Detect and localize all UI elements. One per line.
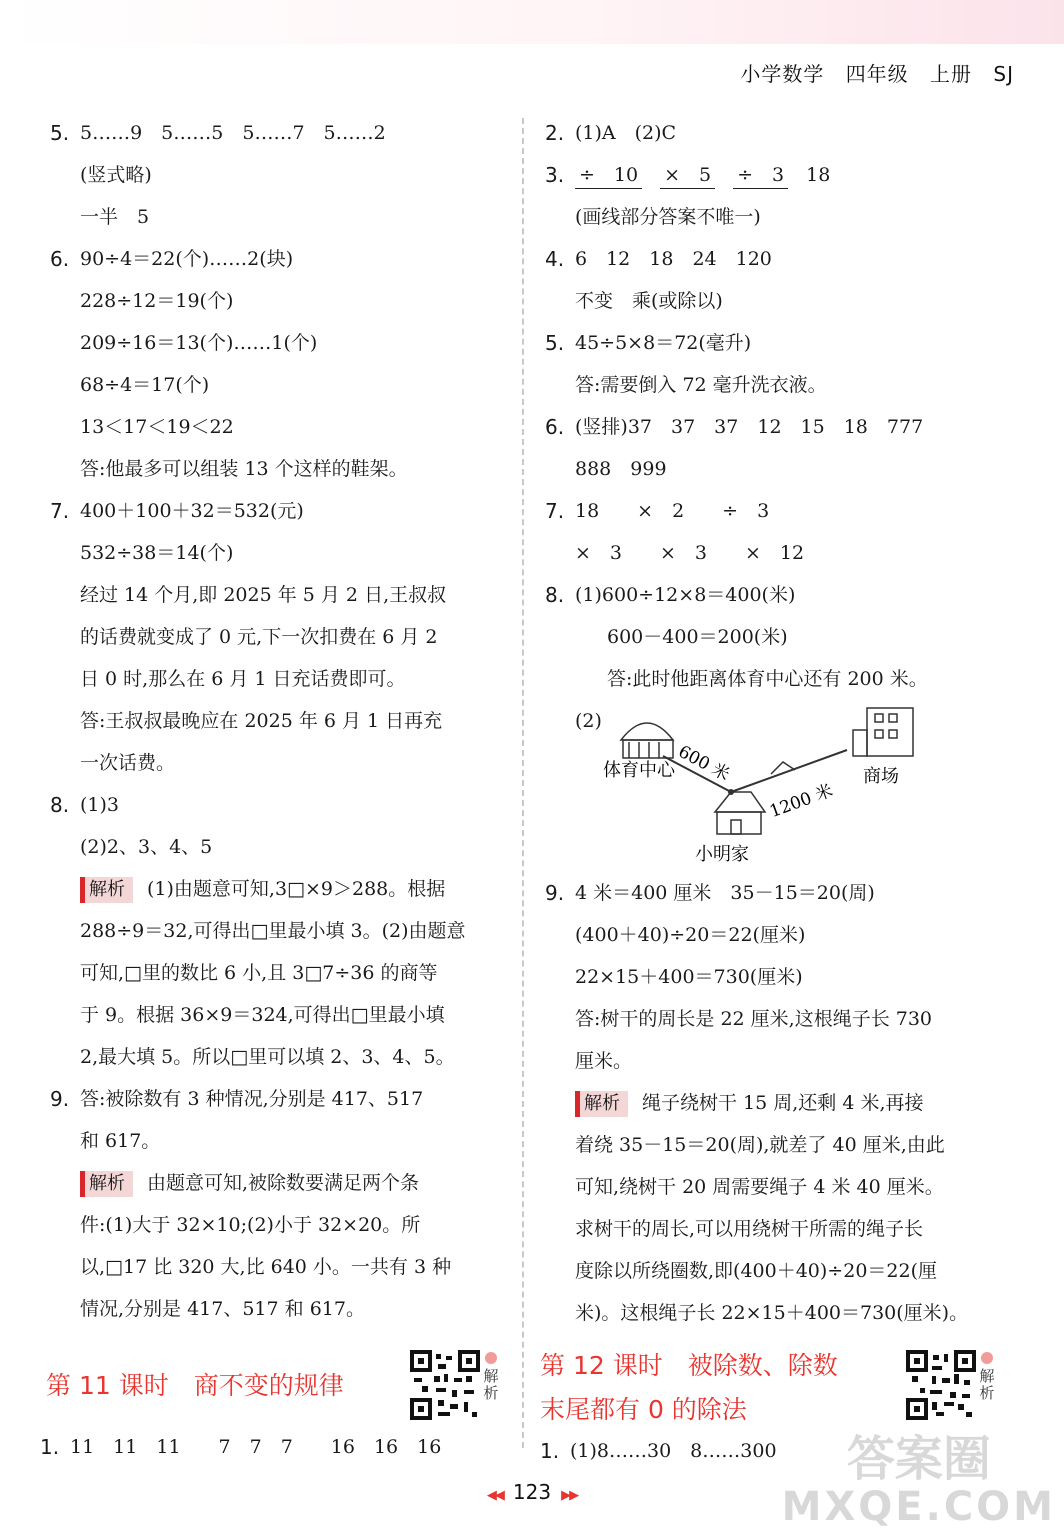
q5-answer: 5……9 5……5 5……7 5……2: [80, 122, 386, 144]
lesson-12-title: 第 12 课时 被除数、除数: [540, 1351, 838, 1380]
q8-analysis-line: 可知,□里的数比 6 小,且 3□7÷36 的商等: [80, 962, 438, 984]
q7-number: 7.: [50, 499, 70, 523]
watermark-logo-text: 答案圈: [846, 1431, 991, 1487]
analysis-badge: 解析: [575, 1091, 628, 1117]
r-q4-number: 4.: [545, 247, 565, 271]
right-column-lower: [545, 872, 1015, 1334]
q9-analysis-line: 情况,分别是 417、517 和 617。: [80, 1298, 365, 1320]
r-q3-note: (画线部分答案不唯一): [575, 206, 761, 228]
q5-extra: 一半 5: [80, 206, 150, 228]
q7-line: 的话费就变成了 0 元,下一次扣费在 6 月 2: [80, 626, 438, 648]
q6-number: 6.: [50, 247, 70, 271]
underlined-answer: ÷ 10: [575, 162, 642, 189]
sports-center-icon: [621, 723, 673, 758]
underlined-answer: ÷ 3: [733, 162, 788, 189]
q7-line: 532÷38＝14(个): [80, 542, 234, 564]
l11-q1-number: 1.: [40, 1435, 60, 1459]
qr-label[interactable]: 解析: [978, 1352, 996, 1402]
top-decoration-bar: [0, 0, 1064, 44]
column-divider: [522, 118, 524, 1448]
q9-answer: 答:被除数有 3 种情况,分别是 417、517: [80, 1088, 424, 1110]
r-q6-answer: (竖排)37 37 37 12 15 18 777: [575, 416, 924, 438]
q7-line: 日 0 时,那么在 6 月 1 日充话费即可。: [80, 668, 406, 690]
q8-analysis-line: 288÷9＝32,可得出□里最小填 3。(2)由题意: [80, 920, 466, 942]
qr-code-icon[interactable]: [906, 1350, 976, 1420]
r-q9-answer: 答:树干的周长是 22 厘米,这根绳子长 730: [575, 1008, 933, 1030]
mall-icon: [853, 708, 913, 756]
r-q5-line: 45÷5×8＝72(毫升): [575, 332, 752, 354]
q6-line: 228÷12＝19(个): [80, 290, 234, 312]
header-subject: 小学数学: [740, 62, 825, 86]
r-q8-part2: (2): [575, 710, 602, 732]
r-q9-line: 22×15＋400＝730(厘米): [575, 966, 803, 988]
qr-label[interactable]: 解析: [482, 1352, 500, 1402]
q6-line: 209÷16＝13(个)……1(个): [80, 332, 318, 354]
r-q9-analysis-line: 可知,绕树干 20 周需要绳子 4 米 40 厘米。: [575, 1176, 944, 1198]
watermark-url: MXQE.COM: [781, 1484, 1056, 1530]
q8-part1: (1)3: [80, 794, 120, 816]
q8-part2: (2)2、3、4、5: [80, 836, 213, 858]
header-grade: 四年级: [845, 62, 909, 86]
label-distance-1: 600 米: [674, 741, 733, 786]
play-icon: [485, 1352, 497, 1364]
label-distance-2: 1200 米: [767, 780, 836, 823]
r-q8-answer: 答:此时他距离体育中心还有 200 米。: [607, 668, 928, 690]
r-q7-answer: 18 × 2 ÷ 3: [575, 500, 770, 522]
lesson-12-subtitle: 末尾都有 0 的除法: [540, 1395, 747, 1424]
label-home: 小明家: [695, 844, 749, 865]
underlined-answer: × 5: [660, 162, 715, 189]
qr-code-icon[interactable]: [410, 1350, 480, 1420]
r-q3-answer: ÷ 10 × 5 ÷ 3 18: [575, 154, 830, 196]
r-q9-analysis-line: 度除以所绕圈数,即(400＋40)÷20＝22(厘: [575, 1260, 937, 1282]
r-q9-analysis-line: 着绕 35－15＝20(周),就差了 40 厘米,由此: [575, 1134, 945, 1156]
analysis-badge: 解析: [80, 877, 133, 903]
r-q8-line: (1)600÷12×8＝400(米): [575, 584, 796, 606]
q7-answer: 答:王叔叔最晚应在 2025 年 6 月 1 日再充: [80, 710, 443, 732]
r-q9-answer: 厘米。: [575, 1050, 633, 1072]
r-q9-analysis-line: 米)。这根绳子长 22×15＋400＝730(厘米)。: [575, 1302, 969, 1324]
home-point: [728, 789, 734, 795]
q9-answer: 和 617。: [80, 1130, 161, 1152]
r-q4-answer: 6 12 18 24 120: [575, 248, 772, 270]
r-q6-answer: 888 999: [575, 458, 667, 480]
q6-line: 68÷4＝17(个): [80, 374, 210, 396]
q8-number: 8.: [50, 793, 70, 817]
r-q8-number: 8.: [545, 583, 565, 607]
l12-q1-answer: (1)8……30 8……300: [570, 1440, 777, 1462]
r-q7-number: 7.: [545, 499, 565, 523]
r-q9-number: 9.: [545, 881, 565, 905]
home-icon: [715, 792, 765, 834]
header-edition: SJ: [993, 62, 1014, 86]
r-q7-answer: × 3 × 3 × 12: [575, 542, 805, 564]
q5-note: (竖式略): [80, 164, 152, 186]
q9-analysis-line: 解析 由题意可知,被除数要满足两个条: [80, 1162, 419, 1204]
r-q3-number: 3.: [545, 163, 565, 187]
right-column: [545, 112, 1015, 742]
q9-analysis-line: 件:(1)大于 32×10;(2)小于 32×20。所: [80, 1214, 421, 1236]
l12-q1-number: 1.: [540, 1439, 560, 1463]
left-column: [50, 112, 512, 1330]
next-arrows-icon: ▶▶: [561, 1488, 578, 1503]
r-q8-line: 600－400＝200(米): [607, 626, 788, 648]
play-icon: [981, 1352, 993, 1364]
q7-answer: 一次话费。: [80, 752, 176, 774]
r-q5-answer: 答:需要倒入 72 毫升洗衣液。: [575, 374, 827, 396]
r-q9-analysis-line: 解析 绳子绕树干 15 周,还剩 4 米,再接: [575, 1082, 924, 1124]
l11-q1-answer: 11 11 11 7 7 7 16 16 16: [70, 1436, 442, 1458]
r-q9-line: 4 米＝400 厘米 35－15＝20(周): [575, 882, 875, 904]
r-q2-answer: (1)A (2)C: [575, 122, 677, 144]
q6-line: 13＜17＜19＜22: [80, 416, 234, 438]
header-volume: 上册: [930, 62, 973, 86]
r-q6-number: 6.: [545, 415, 565, 439]
q9-number: 9.: [50, 1087, 70, 1111]
r-q9-line: (400＋40)÷20＝22(厘米): [575, 924, 806, 946]
running-header: [726, 58, 1014, 87]
analysis-badge: 解析: [80, 1171, 133, 1197]
q8-analysis-line: 解析 (1)由题意可知,3□×9＞288。根据: [80, 868, 445, 910]
label-sports-center: 体育中心: [603, 760, 675, 781]
q6-answer: 答:他最多可以组装 13 个这样的鞋架。: [80, 458, 408, 480]
r-q2-number: 2.: [545, 121, 565, 145]
q7-line: 400＋100＋32＝532(元): [80, 500, 304, 522]
q5-number: 5.: [50, 121, 70, 145]
page-number: 123: [512, 1480, 552, 1504]
q8-analysis-line: 2,最大填 5。所以□里可以填 2、3、4、5。: [80, 1046, 455, 1068]
q8-analysis-line: 于 9。根据 36×9＝324,可得出□里最小填: [80, 1004, 445, 1026]
lesson-11-title: 第 11 课时 商不变的规律: [46, 1371, 344, 1400]
r-q4-answer: 不变 乘(或除以): [575, 290, 723, 312]
r-q9-analysis-line: 求树干的周长,可以用绕树干所需的绳子长: [575, 1218, 924, 1240]
prev-arrows-icon: ◀◀: [486, 1488, 503, 1503]
q6-line: 90÷4＝22(个)……2(块): [80, 248, 294, 270]
r-q5-number: 5.: [545, 331, 565, 355]
q7-line: 经过 14 个月,即 2025 年 5 月 2 日,王叔叔: [80, 584, 447, 606]
q9-analysis-line: 以,□17 比 320 大,比 640 小。一共有 3 种: [80, 1256, 452, 1278]
label-mall: 商场: [863, 766, 899, 787]
route-diagram: [545, 700, 1015, 870]
watermark: [781, 1431, 1056, 1531]
